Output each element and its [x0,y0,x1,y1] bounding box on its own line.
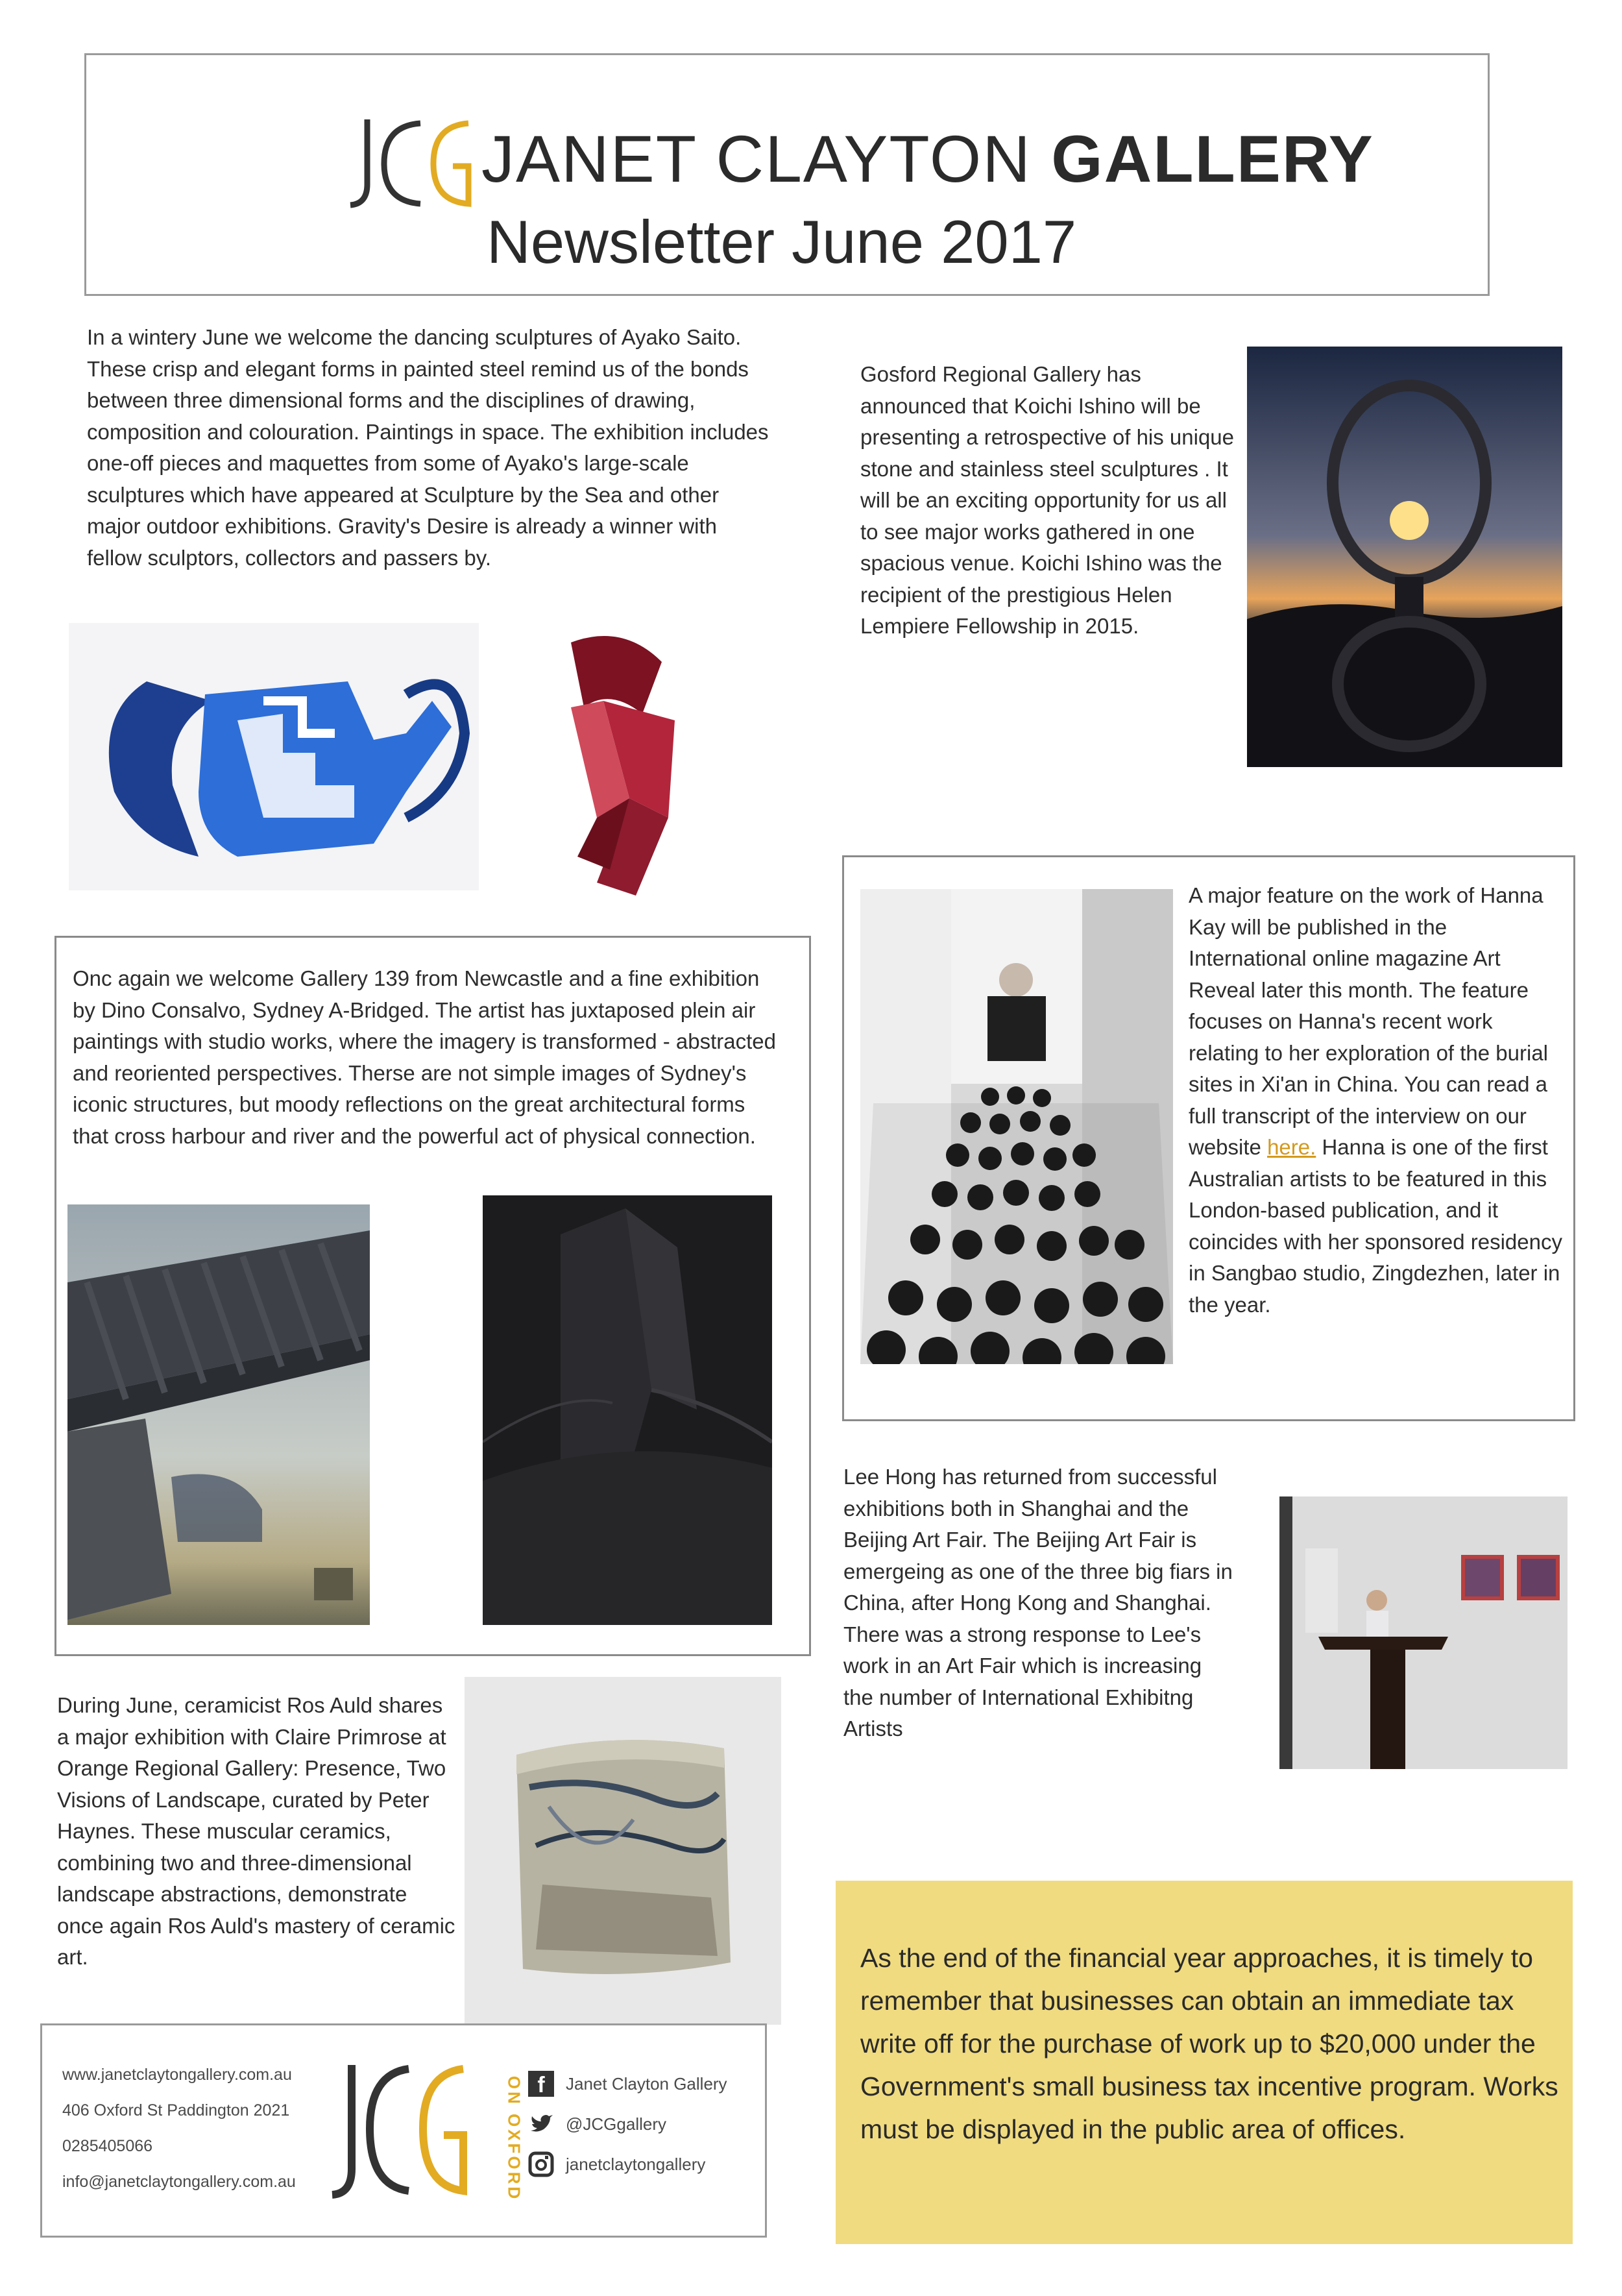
article-lee-text: Lee Hong has returned from successful exhibitions both in Shanghai and the Beijing Art Fair. The Beijing Art Fair is emergeing as one of the three big fiars in China, after Hong Kong and Shanghai. There was a strong response to Lee's work in an Art Fair which is increasing the number of International Exhibitng Artists [843,1465,1233,1740]
footer-phone: 0285405066 [62,2137,153,2155]
gallery-name [481,123,1374,195]
jcg-on-oxford-logo-icon [330,2058,485,2201]
header-logo [348,114,490,212]
article-ros-text: During June, ceramicist Ros Auld shares a major exhibition with Claire Primrose at Orange Regional Gallery: Presence, Two Visions of Landscape, curated by Peter Haynes. These muscular ceramics, combining two and three-dimensional landscape abstractions, demonstrate once again Ros Auld's mastery of ceramic art. [57,1693,455,1969]
footer-facebook: Janet Clayton Gallery [566,2074,727,2094]
footer-logo [330,2058,485,2201]
footer-logo-sub: ON OXFORD [504,2075,524,2202]
hanna-interview-link[interactable]: here. [1267,1135,1316,1159]
footer-email[interactable]: info@janetclaytongallery.com.au [62,2173,296,2191]
article-ayako-text: In a wintery June we welcome the dancing sculptures of Ayako Saito. These crisp and elegant forms in painted steel remind us of the bonds between three dimensional forms and the disciplines of drawing, composition and colouration. Paintings in space. The exhibition includes one-off pieces and maquettes from some of Ayako's large-scale sculptures which have appeared at Sculpture by the Sea and other major outdoor exhibitions. Gravity's Desire is already a winner with fellow sculptors, collectors and passers by. [87,325,769,570]
footer-website[interactable]: www.janetclaytongallery.com.au [62,2066,292,2084]
hanna-text-after: Hanna is one of the first Australian artists to be featured in this London-based publication, and it coincides with her sponsored residency in Sangbao studio, Zingdezhen, later in the year. [1189,1135,1562,1317]
newsletter-title: Newsletter June 2017 [487,208,1077,276]
jcg-logo-mark-icon [348,114,490,212]
lee-hong-exhibition-image [1279,1496,1568,1769]
footer-facebook-row[interactable] [528,2064,727,2104]
article-dino-text: Onc again we welcome Gallery 139 from Newcastle and a fine exhibition by Dino Consalvo, Sydney A-Bridged. The artist has juxtaposed plein air paintings with studio works, where the imagery is transformed - abstracted and reoriented perspectives. Thersе are not simple images of Sydney's iconic structures, but moody reflections on the great architectural forms that cross harbour and river and the powerful act of physical connection. [73,966,776,1148]
ayako-blue-sculpture-image [69,623,479,890]
footer-contact-details [62,2057,296,2200]
article-koichi-text: Gosford Regional Gallery has announced that Koichi Ishino will be presenting a retrospective of his unique stone and stainless steel sculptures . It will be an exciting opportunity for us all to see major works gathered in one spacious venue. Koichi Ishino was the recipient of the prestigious Helen Lempiere Fellowship in 2015. [860,362,1235,638]
footer-address: 406 Oxford St Paddington 2021 [62,2101,290,2119]
footer-instagram-row[interactable] [528,2144,727,2184]
instagram-icon [528,2151,554,2177]
gallery-name-light: JANET CLAYTON [481,122,1032,196]
dino-bridge-painting-image [67,1204,370,1625]
ayako-red-sculpture-image [532,623,694,909]
facebook-icon: f [528,2071,554,2097]
footer-twitter: @JCGgallery [566,2114,666,2134]
dino-dark-studio-image [483,1195,772,1625]
hanna-kay-installation-image [860,889,1173,1364]
tax-notice-text: As the end of the financial year approaches, it is timely to remember that businesses can obtain an immediate tax write off for the purchase of work up to $20,000 under the Government's small business tax incentive program. Works must be displayed in the public area of offices. [860,1943,1558,2144]
footer-social [528,2064,727,2184]
twitter-icon [528,2111,554,2137]
footer-instagram: janetclaytongallery [566,2155,706,2174]
gallery-name-bold: GALLERY [1051,122,1374,196]
ros-auld-ceramic-image [465,1677,781,2025]
hanna-text-before: A major feature on the work of Hanna Kay will be published in the International online magazine Art Reveal later this month. The feature focuses on Hanna's recent work relating to her exploration of the burial sites in Xi'an in China. You can read a full transcript of the interview on our website [1189,883,1549,1159]
koichi-ring-sculpture-image [1247,347,1562,767]
footer-twitter-row[interactable] [528,2104,727,2144]
article-hanna-text [1189,880,1565,1321]
